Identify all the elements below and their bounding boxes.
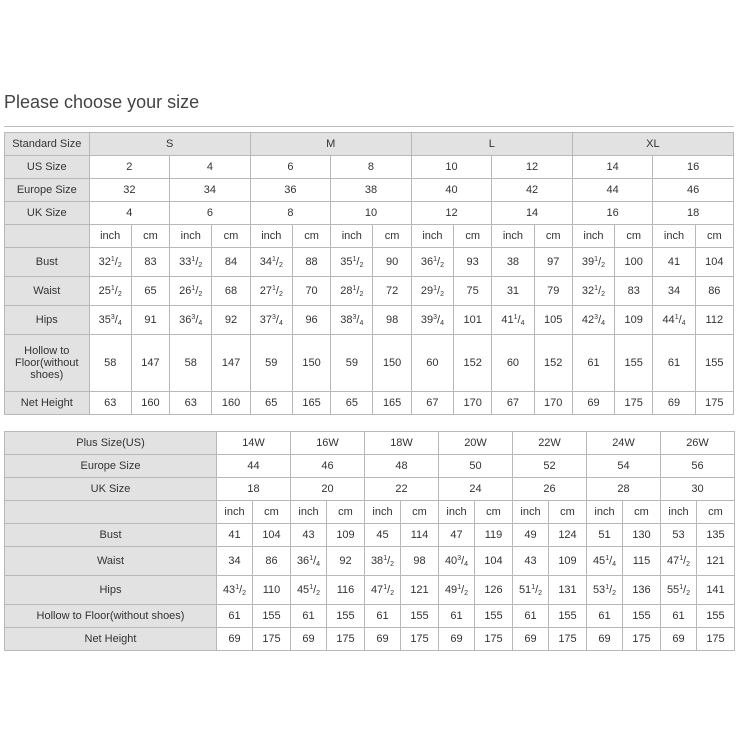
size-cell: 26W [661, 432, 735, 455]
measure-cell: 114 [401, 524, 439, 547]
row-label-net-height: Net Height [5, 392, 90, 415]
table-row [5, 478, 735, 501]
unit-cm: cm [253, 501, 291, 524]
unit-cm: cm [327, 501, 365, 524]
measure-cell: $41^1/_4$ [492, 306, 534, 335]
measure-cell: $45^1/_4$ [587, 547, 623, 576]
row-label-europe-size: Europe Size [5, 179, 90, 202]
measure-cell: 59 [250, 335, 292, 392]
measure-cell: 43 [291, 524, 327, 547]
measure-cell: 68 [212, 277, 250, 306]
units-row-label [5, 225, 90, 248]
size-group-m: M [250, 133, 411, 156]
measure-cell: 155 [327, 605, 365, 628]
units-row [5, 225, 734, 248]
size-cell: 28 [587, 478, 661, 501]
size-cell: 52 [513, 455, 587, 478]
measure-cell: 175 [549, 628, 587, 651]
size-cell: 24 [439, 478, 513, 501]
measure-cell: $28^1/_2$ [331, 277, 373, 306]
unit-inch: inch [492, 225, 534, 248]
size-cell: 48 [365, 455, 439, 478]
row-label-hollow-to-floor-without-shoes: Hollow to Floor(without shoes) [5, 335, 90, 392]
measure-cell: 67 [411, 392, 453, 415]
measure-cell: 38 [492, 248, 534, 277]
size-cell: 18 [217, 478, 291, 501]
unit-cm: cm [697, 501, 735, 524]
measure-cell: 155 [697, 605, 735, 628]
measure-cell: 60 [411, 335, 453, 392]
table-row [5, 133, 734, 156]
title-divider [4, 126, 734, 127]
measure-cell: 155 [401, 605, 439, 628]
measure-cell: 61 [661, 605, 697, 628]
measure-cell: 49 [513, 524, 549, 547]
measure-cell: 97 [534, 248, 572, 277]
standard-size-header: Standard Size [5, 133, 90, 156]
measure-cell: 175 [615, 392, 653, 415]
measure-cell: $51^1/_2$ [513, 576, 549, 605]
measure-cell: 61 [587, 605, 623, 628]
measure-cell: $32^1/_2$ [572, 277, 614, 306]
standard-size-table [4, 132, 734, 415]
measure-cell: $25^1/_2$ [89, 277, 131, 306]
measure-row-net-height [5, 628, 735, 651]
measure-cell: 61 [291, 605, 327, 628]
measure-cell: 59 [331, 335, 373, 392]
unit-cm: cm [131, 225, 169, 248]
unit-cm: cm [615, 225, 653, 248]
measure-cell: $39^3/_4$ [411, 306, 453, 335]
measure-cell: $36^1/_2$ [411, 248, 453, 277]
unit-cm: cm [623, 501, 661, 524]
measure-cell: 124 [549, 524, 587, 547]
measure-cell: 155 [253, 605, 291, 628]
size-cell: 4 [89, 202, 170, 225]
table-row [5, 202, 734, 225]
size-group-l: L [411, 133, 572, 156]
measure-cell: 92 [212, 306, 250, 335]
measure-cell: $44^1/_4$ [653, 306, 695, 335]
measure-cell: 60 [492, 335, 534, 392]
size-cell: 22 [365, 478, 439, 501]
measure-cell: 63 [170, 392, 212, 415]
row-label-uk-size: UK Size [5, 202, 90, 225]
size-cell: 44 [217, 455, 291, 478]
measure-cell: 101 [454, 306, 492, 335]
row-label-europe-size: Europe Size [5, 455, 217, 478]
row-label-hips: Hips [5, 576, 217, 605]
measure-cell: 155 [623, 605, 661, 628]
row-label-bust: Bust [5, 248, 90, 277]
unit-inch: inch [587, 501, 623, 524]
measure-cell: $40^3/_4$ [439, 547, 475, 576]
measure-cell: 100 [615, 248, 653, 277]
measure-cell: 141 [697, 576, 735, 605]
measure-cell: 131 [549, 576, 587, 605]
unit-inch: inch [170, 225, 212, 248]
measure-cell: 69 [572, 392, 614, 415]
measure-cell: 152 [454, 335, 492, 392]
measure-cell: 83 [615, 277, 653, 306]
measure-cell: 61 [572, 335, 614, 392]
measure-cell: 116 [327, 576, 365, 605]
unit-inch: inch [217, 501, 253, 524]
measure-cell: 83 [131, 248, 169, 277]
size-cell: 14 [572, 156, 653, 179]
measure-cell: 51 [587, 524, 623, 547]
measure-cell: 105 [534, 306, 572, 335]
measure-row-waist [5, 277, 734, 306]
measure-cell: $35^3/_4$ [89, 306, 131, 335]
unit-cm: cm [292, 225, 330, 248]
measure-cell: 41 [653, 248, 695, 277]
table-row [5, 455, 735, 478]
measure-cell: 135 [697, 524, 735, 547]
measure-cell: 175 [475, 628, 513, 651]
measure-cell: 91 [131, 306, 169, 335]
units-row [5, 501, 735, 524]
unit-inch: inch [513, 501, 549, 524]
measure-row-waist [5, 547, 735, 576]
size-cell: 10 [411, 156, 492, 179]
measure-cell: 67 [492, 392, 534, 415]
measure-cell: 65 [331, 392, 373, 415]
unit-cm: cm [212, 225, 250, 248]
unit-inch: inch [653, 225, 695, 248]
measure-cell: 109 [615, 306, 653, 335]
measure-cell: 70 [292, 277, 330, 306]
measure-cell: 109 [327, 524, 365, 547]
measure-cell: 88 [292, 248, 330, 277]
size-cell: 56 [661, 455, 735, 478]
measure-cell: 121 [401, 576, 439, 605]
size-group-xl: XL [572, 133, 733, 156]
measure-cell: 45 [365, 524, 401, 547]
measure-cell: 69 [365, 628, 401, 651]
size-cell: 20W [439, 432, 513, 455]
measure-cell: $47^1/_2$ [661, 547, 697, 576]
measure-cell: 96 [292, 306, 330, 335]
row-label-bust: Bust [5, 524, 217, 547]
unit-inch: inch [331, 225, 373, 248]
measure-cell: 130 [623, 524, 661, 547]
measure-cell: 104 [475, 547, 513, 576]
measure-cell: 155 [475, 605, 513, 628]
measure-cell: 175 [253, 628, 291, 651]
measure-cell: 98 [373, 306, 411, 335]
measure-row-bust [5, 524, 735, 547]
unit-inch: inch [365, 501, 401, 524]
measure-cell: 53 [661, 524, 697, 547]
table-row [5, 432, 735, 455]
size-cell: 4 [170, 156, 251, 179]
size-cell: 44 [572, 179, 653, 202]
unit-cm: cm [373, 225, 411, 248]
unit-inch: inch [89, 225, 131, 248]
size-cell: 6 [170, 202, 251, 225]
size-cell: 34 [170, 179, 251, 202]
measure-cell: 93 [454, 248, 492, 277]
size-cell: 30 [661, 478, 735, 501]
size-cell: 46 [291, 455, 365, 478]
measure-cell: 63 [89, 392, 131, 415]
size-cell: 18W [365, 432, 439, 455]
measure-cell: 75 [454, 277, 492, 306]
row-label-plus-size-us: Plus Size(US) [5, 432, 217, 455]
size-cell: 36 [250, 179, 331, 202]
size-cell: 10 [331, 202, 412, 225]
size-cell: 2 [89, 156, 170, 179]
measure-row-hips [5, 306, 734, 335]
measure-cell: 61 [439, 605, 475, 628]
size-cell: 26 [513, 478, 587, 501]
plus-size-table [4, 431, 735, 651]
measure-cell: 165 [373, 392, 411, 415]
measure-cell: 170 [454, 392, 492, 415]
unit-cm: cm [475, 501, 513, 524]
page-title: Please choose your size [4, 92, 200, 112]
row-label-uk-size: UK Size [5, 478, 217, 501]
measure-row-net-height [5, 392, 734, 415]
measure-cell: 61 [653, 335, 695, 392]
measure-cell: 92 [327, 547, 365, 576]
size-cell: 18 [653, 202, 734, 225]
measure-cell: 175 [697, 628, 735, 651]
measure-cell: 34 [653, 277, 695, 306]
size-cell: 54 [587, 455, 661, 478]
measure-cell: 47 [439, 524, 475, 547]
unit-cm: cm [401, 501, 439, 524]
measure-cell: $55^1/_2$ [661, 576, 697, 605]
measure-cell: 69 [587, 628, 623, 651]
measure-cell: 155 [695, 335, 733, 392]
measure-cell: $32^1/_2$ [89, 248, 131, 277]
measure-cell: 69 [439, 628, 475, 651]
measure-cell: $45^1/_2$ [291, 576, 327, 605]
size-cell: 16W [291, 432, 365, 455]
measure-cell: $36^1/_4$ [291, 547, 327, 576]
measure-cell: 69 [217, 628, 253, 651]
unit-cm: cm [534, 225, 572, 248]
size-cell: 6 [250, 156, 331, 179]
measure-cell: 65 [131, 277, 169, 306]
measure-cell: 90 [373, 248, 411, 277]
table-row [5, 179, 734, 202]
measure-cell: 121 [697, 547, 735, 576]
measure-cell: 150 [292, 335, 330, 392]
measure-cell: $26^1/_2$ [170, 277, 212, 306]
measure-cell: $43^1/_2$ [217, 576, 253, 605]
measure-cell: $37^3/_4$ [250, 306, 292, 335]
unit-inch: inch [250, 225, 292, 248]
measure-cell: $42^3/_4$ [572, 306, 614, 335]
size-cell: 24W [587, 432, 661, 455]
size-cell: 12 [492, 156, 573, 179]
measure-cell: $29^1/_2$ [411, 277, 453, 306]
measure-cell: 72 [373, 277, 411, 306]
measure-cell: 79 [534, 277, 572, 306]
row-label-us-size: US Size [5, 156, 90, 179]
size-cell: 12 [411, 202, 492, 225]
measure-cell: 147 [131, 335, 169, 392]
measure-cell: $39^1/_2$ [572, 248, 614, 277]
measure-cell: $38^3/_4$ [331, 306, 373, 335]
size-cell: 16 [653, 156, 734, 179]
measure-cell: $34^1/_2$ [250, 248, 292, 277]
measure-cell: 104 [253, 524, 291, 547]
measure-cell: 31 [492, 277, 534, 306]
measure-row-hollow-to-floor-without-shoes [5, 605, 735, 628]
measure-row-hollow-to-floor-without-shoes [5, 335, 734, 392]
measure-cell: $36^3/_4$ [170, 306, 212, 335]
measure-cell: 170 [534, 392, 572, 415]
measure-cell: $38^1/_2$ [365, 547, 401, 576]
measure-cell: 110 [253, 576, 291, 605]
size-cell: 46 [653, 179, 734, 202]
measure-cell: 160 [131, 392, 169, 415]
measure-cell: 126 [475, 576, 513, 605]
measure-cell: 98 [401, 547, 439, 576]
unit-inch: inch [411, 225, 453, 248]
measure-cell: 109 [549, 547, 587, 576]
measure-cell: $27^1/_2$ [250, 277, 292, 306]
size-cell: 50 [439, 455, 513, 478]
measure-cell: 112 [695, 306, 733, 335]
size-cell: 8 [331, 156, 412, 179]
size-cell: 20 [291, 478, 365, 501]
measure-cell: $33^1/_2$ [170, 248, 212, 277]
measure-cell: $35^1/_2$ [331, 248, 373, 277]
measure-cell: 104 [695, 248, 733, 277]
measure-cell: 136 [623, 576, 661, 605]
size-cell: 22W [513, 432, 587, 455]
measure-cell: 150 [373, 335, 411, 392]
size-cell: 16 [572, 202, 653, 225]
table-row [5, 156, 734, 179]
size-cell: 14W [217, 432, 291, 455]
measure-cell: 69 [513, 628, 549, 651]
unit-inch: inch [439, 501, 475, 524]
row-label-net-height: Net Height [5, 628, 217, 651]
unit-cm: cm [549, 501, 587, 524]
size-cell: 40 [411, 179, 492, 202]
measure-cell: 175 [401, 628, 439, 651]
size-cell: 38 [331, 179, 412, 202]
measure-cell: 69 [661, 628, 697, 651]
measure-cell: 65 [250, 392, 292, 415]
measure-cell: 41 [217, 524, 253, 547]
unit-cm: cm [695, 225, 733, 248]
unit-inch: inch [572, 225, 614, 248]
measure-cell: 155 [549, 605, 587, 628]
measure-cell: 165 [292, 392, 330, 415]
measure-cell: 175 [623, 628, 661, 651]
measure-cell: $47^1/_2$ [365, 576, 401, 605]
measure-cell: 175 [695, 392, 733, 415]
row-label-waist: Waist [5, 277, 90, 306]
measure-cell: 84 [212, 248, 250, 277]
unit-inch: inch [291, 501, 327, 524]
measure-cell: 58 [170, 335, 212, 392]
measure-cell: 86 [253, 547, 291, 576]
measure-cell: 175 [327, 628, 365, 651]
measure-cell: 34 [217, 547, 253, 576]
size-cell: 8 [250, 202, 331, 225]
measure-cell: 115 [623, 547, 661, 576]
unit-inch: inch [661, 501, 697, 524]
measure-cell: 86 [695, 277, 733, 306]
measure-row-bust [5, 248, 734, 277]
size-group-s: S [89, 133, 250, 156]
measure-cell: 69 [291, 628, 327, 651]
measure-cell: 43 [513, 547, 549, 576]
measure-cell: 147 [212, 335, 250, 392]
measure-cell: 58 [89, 335, 131, 392]
measure-cell: 152 [534, 335, 572, 392]
units-row-label [5, 501, 217, 524]
measure-cell: $53^1/_2$ [587, 576, 623, 605]
row-label-waist: Waist [5, 547, 217, 576]
measure-cell: 119 [475, 524, 513, 547]
measure-cell: 160 [212, 392, 250, 415]
size-cell: 14 [492, 202, 573, 225]
measure-row-hips [5, 576, 735, 605]
unit-cm: cm [454, 225, 492, 248]
measure-cell: 61 [217, 605, 253, 628]
measure-cell: 69 [653, 392, 695, 415]
size-cell: 32 [89, 179, 170, 202]
measure-cell: $49^1/_2$ [439, 576, 475, 605]
row-label-hollow-to-floor-without-shoes: Hollow to Floor(without shoes) [5, 605, 217, 628]
size-cell: 42 [492, 179, 573, 202]
measure-cell: 155 [615, 335, 653, 392]
measure-cell: 61 [513, 605, 549, 628]
measure-cell: 61 [365, 605, 401, 628]
row-label-hips: Hips [5, 306, 90, 335]
